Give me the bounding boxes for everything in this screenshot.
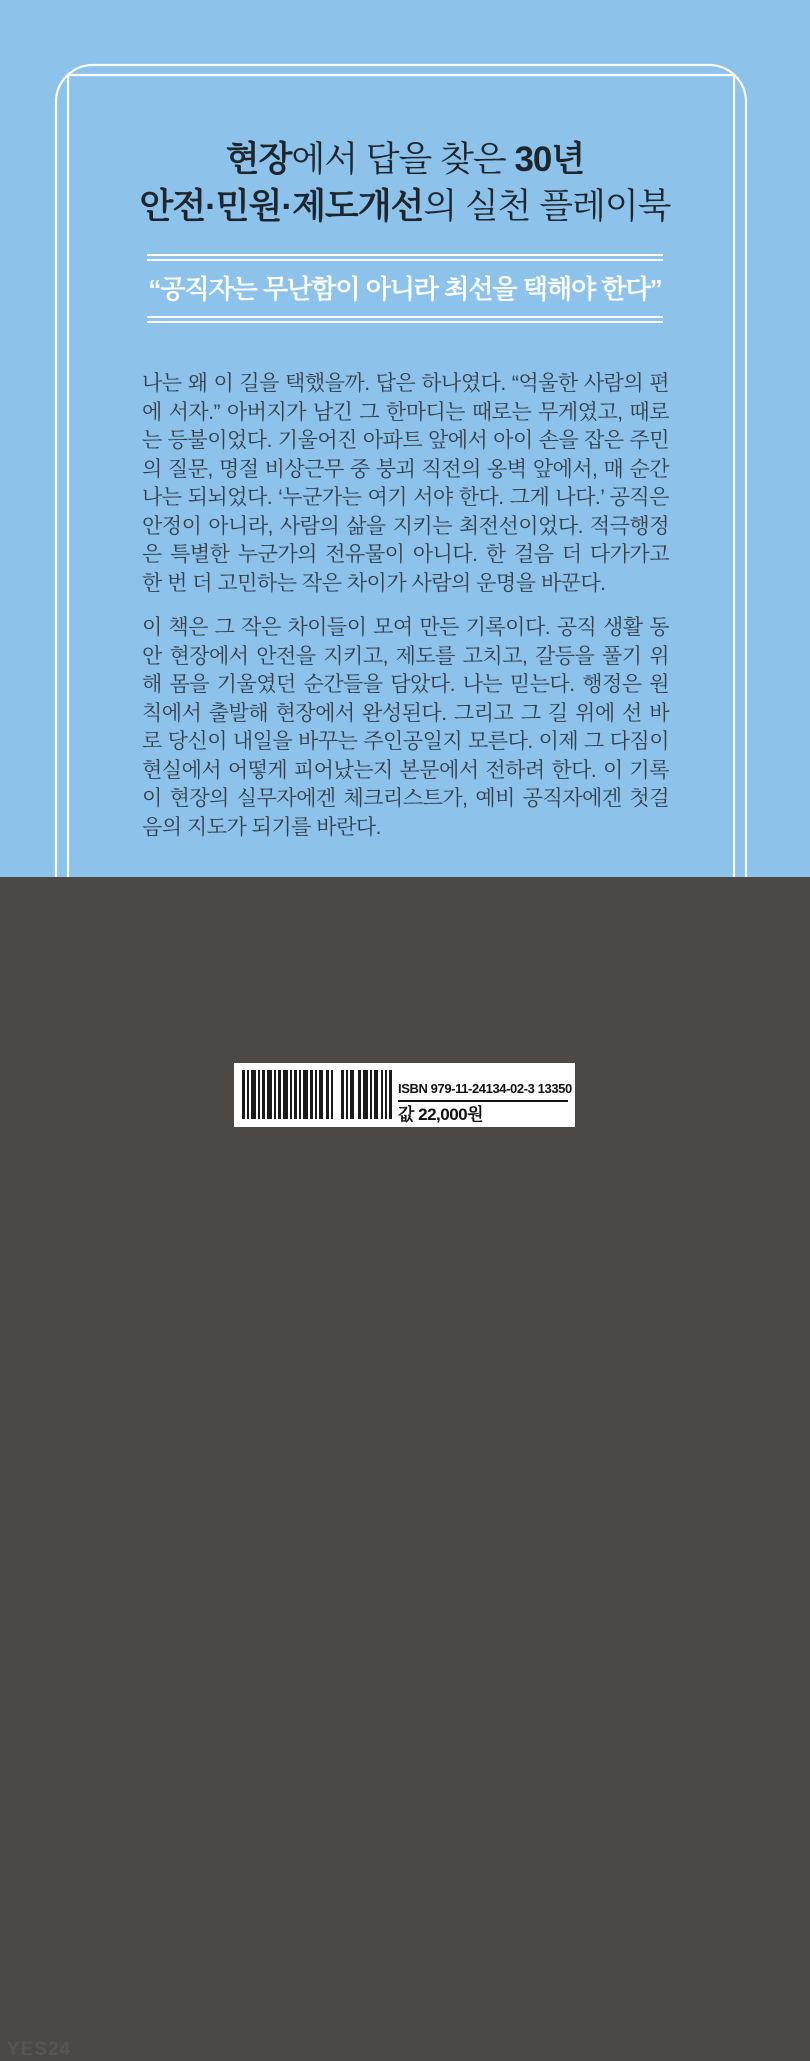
headline-bold-segment: 현장: [225, 140, 292, 179]
headline-line-1: [0, 136, 810, 183]
double-rule-bottom: [147, 316, 663, 323]
double-rule-top: [147, 254, 663, 261]
headline-bold-segment: 30년: [514, 140, 585, 179]
blurb-paragraph-2: 이 책은 그 작은 차이들이 모여 만든 기록이다. 공직 생활 동안 현장에서 안전을 지키고, 제도를 고치고, 갈등을 풀기 위해 몸을 기울였던 순간들을 담았다. 나는 믿는다. 행정은 원칙에서 출발해 현장에서 완성된다. 그리고 그 길 위에 선 바로 당신이 내일을 바꾸는 주인공일지 모른다. 이제 그 다짐이 현실에서 어떻게 피어났는지 본문에서 전하려 한다. 이 기록이 현장의 실무자에겐 체크리스트가, 예비 공직자에겐 첫걸음의 지도가 되기를 바란다.: [142, 616, 669, 839]
headline-regular-segment: 의 실천 플레이북: [423, 187, 671, 226]
barcode-plate: [234, 1063, 575, 1127]
retailer-watermark: YES24: [6, 2039, 72, 2060]
isbn-price-column: [398, 1080, 572, 1125]
barcode-icon: [242, 1070, 392, 1119]
isbn-text: ISBN 979-11-24134-02-3 13350: [398, 1080, 568, 1102]
blurb: [142, 370, 669, 842]
quote-text: “공직자는 무난함이 아니라 최선을 택해야 한다”: [148, 274, 662, 304]
blurb-paragraph-1: 나는 왜 이 길을 택했을까. 답은 하나였다. “억울한 사람의 편에 서자.” 아버지가 남긴 그 한마디는 때로는 무게였고, 때로는 등불이었다. 기울어진 아파트 앞에서 아이 손을 잡은 주민의 질문, 명절 비상근무 중 붕괴 직전의 옹벽 앞에서, 매 순간 나는 되뇌었다. ‘누군가는 여기 서야 한다. 그게 나다.’ 공직은 안정이 아니라, 사람의 삶을 지키는 최전선이었다. 적극행정은 특별한 누군가의 전유물이 아니다. 한 걸음 더 다가가고 한 번 더 고민하는 작은 차이가 사람의 운명을 바꾼다.: [142, 372, 669, 595]
headline-line-2: [0, 183, 810, 230]
cover-section: [0, 0, 810, 877]
quote-banner: [147, 254, 663, 323]
headline: [0, 136, 810, 230]
headline-regular-segment: 에서 답을 찾은: [291, 140, 515, 179]
bottom-band: [0, 877, 810, 2060]
price-text: 값 22,000원: [398, 1105, 484, 1124]
headline-bold-segment: 안전·민원·제도개선: [139, 187, 424, 226]
